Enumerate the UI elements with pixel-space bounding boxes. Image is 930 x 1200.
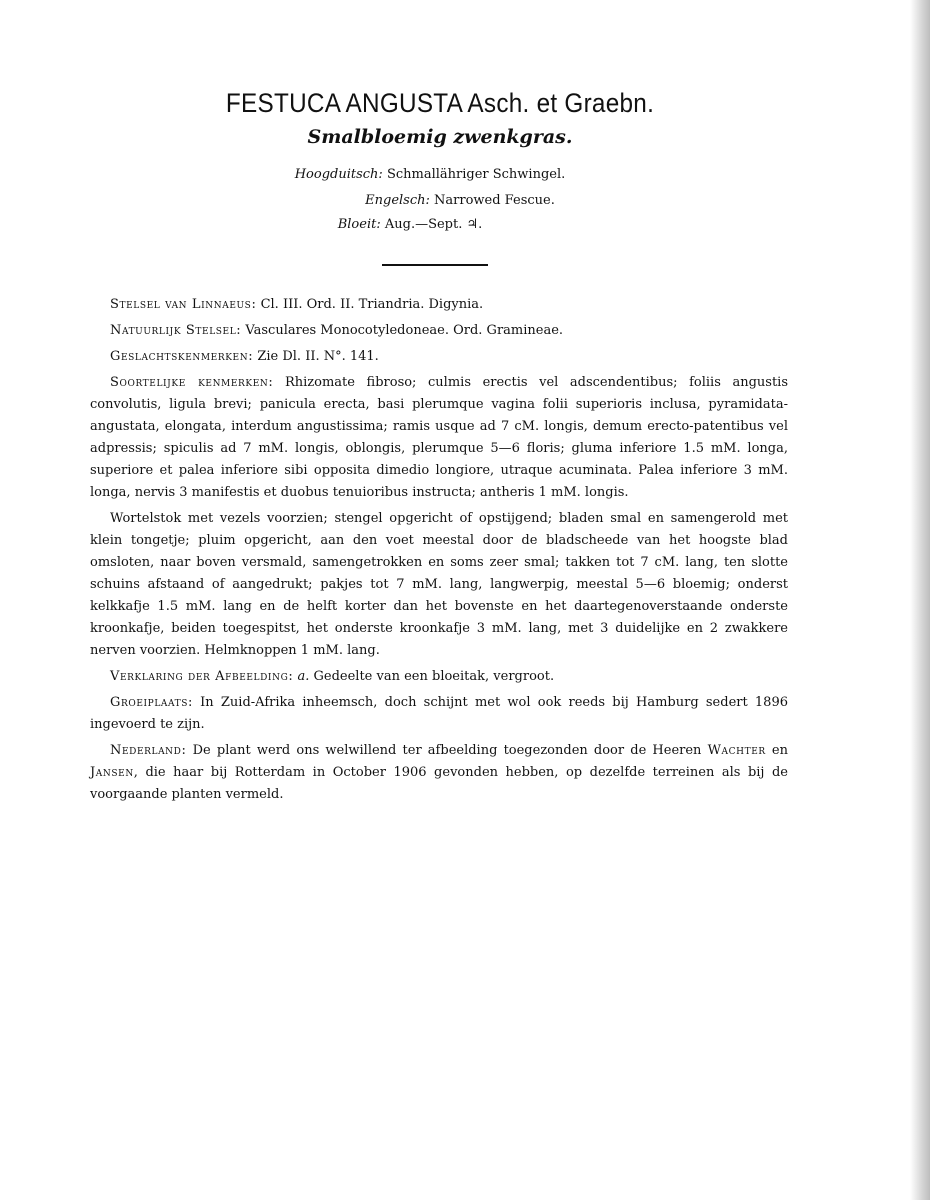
linnaeus-text: Cl. III. Ord. II. Triandria. Digynia. xyxy=(260,297,484,312)
netherlands-label: Nederland: xyxy=(110,743,187,758)
english-value: Narrowed Fescue. xyxy=(434,193,555,208)
german-label: Hoogduitsch: xyxy=(294,167,383,182)
english-label: Engelsch: xyxy=(365,193,430,208)
genus-label: Geslachtskenmerken: xyxy=(110,349,254,364)
figure-label: Verklaring der Afbeelding: xyxy=(110,669,294,684)
dutch-description-paragraph: Wortelstok met vezels voorzien; stengel opgericht of opstijgend; bladen smal en samengerold met klein tongetje; pluim opgericht, aan den voet meestal door de bladscheede van het hoogste blad omsloten, naar boven versmald, samengetrokken en soms zeer smal; takken tot 7 cM. lang, ten slotte schuins afstaand of aangedrukt; pakjes tot 7 mM. lang, langwerpig, meestal 5—6 bloemig; onderst kelkkafje 1.5 mM. lang en de helft korter dan het bovenste en het daartegenoverstaande onderste kroonkafje, beiden toegespitst, het onderste kroonkafje 3 mM. lang, met 3 duidelijke en 2 zwakkere nerven voorzien. Helmknoppen 1 mM. lang. xyxy=(90,511,788,658)
linnaeus-paragraph xyxy=(90,294,788,316)
collector-2: Jansen xyxy=(90,765,134,780)
and-word: en xyxy=(771,743,788,758)
species-text: Rhizomate fibroso; culmis erectis vel adscendentibus; foliis angustis convolutis, ligula brevi; panicula erecta, basi plerumque vagina folii superioris inclusa, pyramidata-angustata, elongata, interdum angustissima; ramis usque ad 7 cM. longis, demum erecto-patentibus vel adpressis; spiculis ad 7 mM. longis, oblongis, plerumque 5—6 floris; gluma inferiore 1.5 mM. longa, superiore et palea inferiore sibi opposita dimedio longiore, utraque acuminata. Palea inferiore 3 mM. longa, nervis 3 manifestis et duobus tenuioribus instructa; antheris 1 mM. longis. xyxy=(90,375,788,500)
bloom-label: Bloeit: xyxy=(337,217,381,232)
genus-paragraph xyxy=(90,346,788,368)
dutch-common-name: Smalbloemig zwenkgras. xyxy=(307,126,573,148)
figure-letter: a. xyxy=(297,669,310,684)
bloom-value: Aug.—Sept. ♃. xyxy=(384,217,483,232)
english-name-line xyxy=(110,193,810,208)
netherlands-text-2: , die haar bij Rotterdam in October 1906 gevonden hebben, op dezelfde terreinen als bij de voorgaande planten vermeld. xyxy=(90,765,788,802)
species-label: Soortelijke kenmerken: xyxy=(110,375,274,390)
netherlands-paragraph xyxy=(90,740,788,806)
german-name-line xyxy=(80,167,780,182)
netherlands-text-1: De plant werd ons welwillend ter afbeelding toegezonden door de Heeren xyxy=(192,743,702,758)
figure-text: Gedeelte van een bloeitak, vergroot. xyxy=(313,669,555,684)
figure-paragraph xyxy=(90,666,788,688)
natural-system-label: Natuurlijk Stelsel: xyxy=(110,323,242,338)
bloom-line xyxy=(60,217,760,232)
description-body xyxy=(90,294,788,810)
page-edge-shadow xyxy=(910,0,930,1200)
habitat-label: Groeiplaats: xyxy=(110,695,193,710)
species-title: FESTUCA ANGUSTA Asch. et Graebn. xyxy=(225,88,655,118)
divider-rule xyxy=(382,264,488,266)
collector-1: Wachter xyxy=(707,743,766,758)
natural-system-text: Vasculares Monocotyledoneae. Ord. Gramineae. xyxy=(245,323,564,338)
german-value: Schmallähriger Schwingel. xyxy=(386,167,566,182)
genus-text: Zie Dl. II. N°. 141. xyxy=(257,349,379,364)
habitat-paragraph xyxy=(90,692,788,736)
linnaeus-label: Stelsel van Linnaeus: xyxy=(110,297,257,312)
natural-system-paragraph xyxy=(90,320,788,342)
species-paragraph xyxy=(90,372,788,504)
habitat-text: In Zuid-Afrika inheemsch, doch schijnt met wol ook reeds bij Hamburg sedert 1896 ingevoerd te zijn. xyxy=(90,695,788,732)
